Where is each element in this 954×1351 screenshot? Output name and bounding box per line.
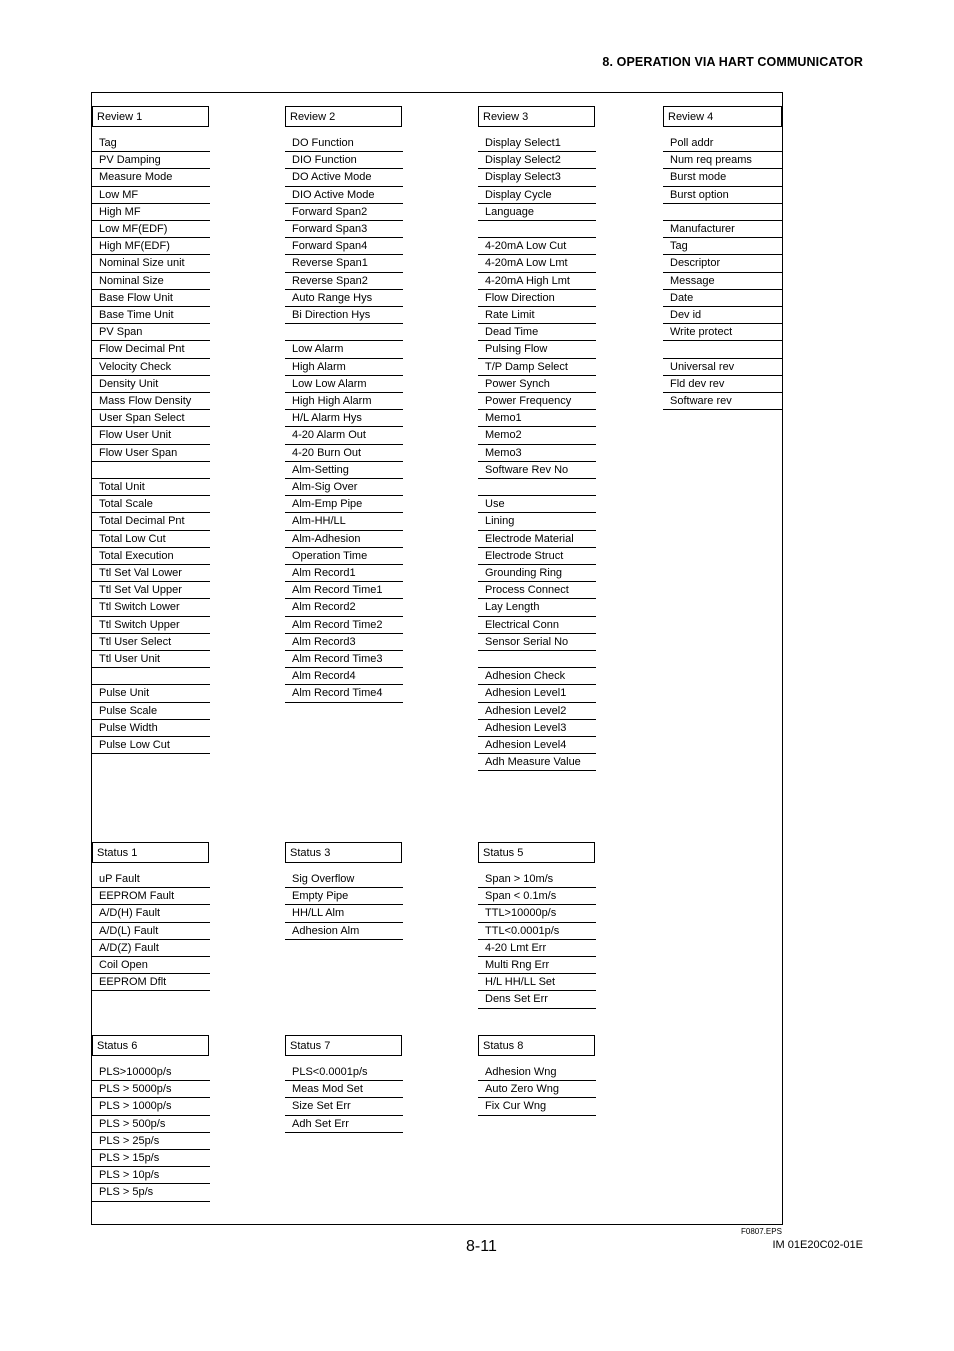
menu-item: Manufacturer xyxy=(663,221,782,238)
menu-item: T/P Damp Select xyxy=(478,359,596,376)
menu-item: Bi Direction Hys xyxy=(285,307,403,324)
menu-item: High High Alarm xyxy=(285,393,403,410)
menu-item: Dens Set Err xyxy=(478,991,596,1008)
menu-item: Pulsing Flow xyxy=(478,341,596,358)
menu-item: 4-20 Burn Out xyxy=(285,445,403,462)
menu-item: Total Low Cut xyxy=(92,531,210,548)
figure-id: F0807.EPS xyxy=(741,1227,782,1236)
menu-item: Alm Record1 xyxy=(285,565,403,582)
menu-item: High MF xyxy=(92,204,210,221)
menu-item: Burst option xyxy=(663,187,782,204)
menu-item: EEPROM Dflt xyxy=(92,974,210,991)
menu-title: Review 2 xyxy=(285,106,402,127)
menu-item: Adh Measure Value xyxy=(478,754,596,771)
menu-title: Status 5 xyxy=(478,842,595,863)
menu-item: Descriptor xyxy=(663,255,782,272)
menu-item: Reverse Span1 xyxy=(285,255,403,272)
menu-title: Status 1 xyxy=(92,842,209,863)
menu-item: Date xyxy=(663,290,782,307)
menu-item: uP Fault xyxy=(92,871,210,888)
menu-item: Display Select1 xyxy=(478,135,596,152)
menu-item: Lay Length xyxy=(478,599,596,616)
menu-item: Grounding Ring xyxy=(478,565,596,582)
menu-item: Flow Decimal Pnt xyxy=(92,341,210,358)
menu-item: PLS<0.0001p/s xyxy=(285,1064,403,1081)
menu-item: Alm Record4 xyxy=(285,668,403,685)
menu-item: Adh Set Err xyxy=(285,1116,403,1133)
menu-item: Lining xyxy=(478,513,596,530)
menu-item: PLS > 15p/s xyxy=(92,1150,210,1167)
menu-item: Dev id xyxy=(663,307,782,324)
menu-item: Low MF(EDF) xyxy=(92,221,210,238)
menu-item: Sig Overflow xyxy=(285,871,403,888)
menu-item: Empty Pipe xyxy=(285,888,403,905)
menu-item: Mass Flow Density xyxy=(92,393,210,410)
menu-item: PLS > 500p/s xyxy=(92,1116,210,1133)
menu-item: H/L Alarm Hys xyxy=(285,410,403,427)
menu-item: PLS > 1000p/s xyxy=(92,1098,210,1115)
menu-item: Alm-HH/LL xyxy=(285,513,403,530)
menu-title: Status 6 xyxy=(92,1035,209,1056)
menu-item: Meas Mod Set xyxy=(285,1081,403,1098)
menu-spacer xyxy=(478,479,596,496)
menu-title: Review 3 xyxy=(478,106,595,127)
menu-item: Tag xyxy=(92,135,210,152)
document-id: IM 01E20C02-01E xyxy=(772,1239,863,1251)
menu-item: Alm Record Time1 xyxy=(285,582,403,599)
menu-item: Forward Span2 xyxy=(285,204,403,221)
menu-item: Adhesion Level4 xyxy=(478,737,596,754)
menu-item: High Alarm xyxy=(285,359,403,376)
menu-spacer xyxy=(478,651,596,668)
menu-item: Memo1 xyxy=(478,410,596,427)
menu-item: Total Decimal Pnt xyxy=(92,513,210,530)
menu-item: Pulse Low Cut xyxy=(92,737,210,754)
menu-item: Reverse Span2 xyxy=(285,273,403,290)
menu-item: A/D(L) Fault xyxy=(92,923,210,940)
menu-item: Num req preams xyxy=(663,152,782,169)
menu-item: PLS > 10p/s xyxy=(92,1167,210,1184)
menu-item: Alm Record Time3 xyxy=(285,651,403,668)
menu-item: Alm-Emp Pipe xyxy=(285,496,403,513)
menu-item: H/L HH/LL Set xyxy=(478,974,596,991)
menu-item: Base Time Unit xyxy=(92,307,210,324)
menu-item: Adhesion Level1 xyxy=(478,685,596,702)
menu-item: Ttl User Select xyxy=(92,634,210,651)
menu-item: Poll addr xyxy=(663,135,782,152)
menu-item: Software rev xyxy=(663,393,782,410)
menu-spacer xyxy=(285,324,403,341)
menu-item: Pulse Scale xyxy=(92,703,210,720)
menu-item: Write protect xyxy=(663,324,782,341)
menu-item: Coil Open xyxy=(92,957,210,974)
menu-item: EEPROM Fault xyxy=(92,888,210,905)
menu-item: Universal rev xyxy=(663,359,782,376)
menu-item: Rate Limit xyxy=(478,307,596,324)
menu-title: Review 4 xyxy=(663,106,782,127)
menu-title: Review 1 xyxy=(92,106,209,127)
menu-item: DO Active Mode xyxy=(285,169,403,186)
menu-item: Fld dev rev xyxy=(663,376,782,393)
menu-item: User Span Select xyxy=(92,410,210,427)
menu-item: Measure Mode xyxy=(92,169,210,186)
menu-item: Memo2 xyxy=(478,427,596,444)
menu-item: PLS > 5000p/s xyxy=(92,1081,210,1098)
menu-spacer xyxy=(663,341,782,358)
menu-item: Alm Record Time2 xyxy=(285,617,403,634)
menu-title: Status 3 xyxy=(285,842,402,863)
menu-item: DIO Active Mode xyxy=(285,187,403,204)
menu-item: Ttl Set Val Upper xyxy=(92,582,210,599)
menu-item: Ttl Switch Upper xyxy=(92,617,210,634)
menu-spacer xyxy=(663,204,782,221)
menu-item: 4-20 Lmt Err xyxy=(478,940,596,957)
menu-item: Alm-Adhesion xyxy=(285,531,403,548)
menu-item: Sensor Serial No xyxy=(478,634,596,651)
menu-item: 4-20mA Low Cut xyxy=(478,238,596,255)
menu-item: Burst mode xyxy=(663,169,782,186)
menu-item: Operation Time xyxy=(285,548,403,565)
menu-item: Auto Range Hys xyxy=(285,290,403,307)
menu-item: HH/LL Alm xyxy=(285,905,403,922)
page-number: 8-11 xyxy=(466,1238,497,1255)
menu-item: Display Select3 xyxy=(478,169,596,186)
menu-item: 4-20 Alarm Out xyxy=(285,427,403,444)
menu-item: Density Unit xyxy=(92,376,210,393)
menu-spacer xyxy=(92,462,210,479)
menu-item: Alm Record3 xyxy=(285,634,403,651)
menu-item: Adhesion Level2 xyxy=(478,703,596,720)
menu-item: Electrode Material xyxy=(478,531,596,548)
menu-item: Adhesion Level3 xyxy=(478,720,596,737)
menu-item: Forward Span4 xyxy=(285,238,403,255)
menu-item: PLS > 25p/s xyxy=(92,1133,210,1150)
menu-item: Velocity Check xyxy=(92,359,210,376)
menu-item: Software Rev No xyxy=(478,462,596,479)
menu-item: 4-20mA Low Lmt xyxy=(478,255,596,272)
menu-item: Power Synch xyxy=(478,376,596,393)
menu-item: Flow User Unit xyxy=(92,427,210,444)
page-header-title: 8. OPERATION VIA HART COMMUNICATOR xyxy=(602,55,863,69)
menu-spacer xyxy=(478,221,596,238)
menu-item: Low Alarm xyxy=(285,341,403,358)
menu-item: PLS>10000p/s xyxy=(92,1064,210,1081)
menu-item: TTL<0.0001p/s xyxy=(478,923,596,940)
menu-item: Base Flow Unit xyxy=(92,290,210,307)
menu-item: Pulse Width xyxy=(92,720,210,737)
menu-item: Language xyxy=(478,204,596,221)
menu-item: Use xyxy=(478,496,596,513)
menu-item: Size Set Err xyxy=(285,1098,403,1115)
menu-item: Fix Cur Wng xyxy=(478,1098,596,1115)
menu-item: Auto Zero Wng xyxy=(478,1081,596,1098)
menu-item: Dead Time xyxy=(478,324,596,341)
menu-item: Total Scale xyxy=(92,496,210,513)
menu-item: Alm-Setting xyxy=(285,462,403,479)
menu-item: Span > 10m/s xyxy=(478,871,596,888)
menu-item: Flow Direction xyxy=(478,290,596,307)
menu-item: Electrode Struct xyxy=(478,548,596,565)
menu-item: Tag xyxy=(663,238,782,255)
menu-item: Alm Record Time4 xyxy=(285,685,403,702)
menu-item: Message xyxy=(663,273,782,290)
menu-title: Status 8 xyxy=(478,1035,595,1056)
menu-item: Alm Record2 xyxy=(285,599,403,616)
menu-item: High MF(EDF) xyxy=(92,238,210,255)
menu-item: Power Frequency xyxy=(478,393,596,410)
menu-item: Flow User Span xyxy=(92,445,210,462)
menu-item: A/D(H) Fault xyxy=(92,905,210,922)
menu-item: Display Cycle xyxy=(478,187,596,204)
menu-item: Adhesion Wng xyxy=(478,1064,596,1081)
menu-item: Adhesion Check xyxy=(478,668,596,685)
menu-item: Low Low Alarm xyxy=(285,376,403,393)
menu-spacer xyxy=(92,668,210,685)
menu-item: Nominal Size xyxy=(92,273,210,290)
menu-item: A/D(Z) Fault xyxy=(92,940,210,957)
menu-item: DIO Function xyxy=(285,152,403,169)
menu-item: Ttl Switch Lower xyxy=(92,599,210,616)
menu-item: Forward Span3 xyxy=(285,221,403,238)
menu-item: Adhesion Alm xyxy=(285,923,403,940)
menu-item: Total Unit xyxy=(92,479,210,496)
menu-item: Alm-Sig Over xyxy=(285,479,403,496)
menu-item: Nominal Size unit xyxy=(92,255,210,272)
menu-item: Multi Rng Err xyxy=(478,957,596,974)
menu-item: PV Damping xyxy=(92,152,210,169)
menu-item: DO Function xyxy=(285,135,403,152)
menu-item: Total Execution xyxy=(92,548,210,565)
menu-item: Low MF xyxy=(92,187,210,204)
menu-title: Status 7 xyxy=(285,1035,402,1056)
menu-item: Display Select2 xyxy=(478,152,596,169)
menu-item: Memo3 xyxy=(478,445,596,462)
menu-item: Ttl User Unit xyxy=(92,651,210,668)
menu-item: Pulse Unit xyxy=(92,685,210,702)
menu-item: 4-20mA High Lmt xyxy=(478,273,596,290)
menu-item: PV Span xyxy=(92,324,210,341)
menu-item: Span < 0.1m/s xyxy=(478,888,596,905)
menu-item: Electrical Conn xyxy=(478,617,596,634)
menu-item: Process Connect xyxy=(478,582,596,599)
menu-item: Ttl Set Val Lower xyxy=(92,565,210,582)
menu-item: PLS > 5p/s xyxy=(92,1184,210,1201)
menu-item: TTL>10000p/s xyxy=(478,905,596,922)
